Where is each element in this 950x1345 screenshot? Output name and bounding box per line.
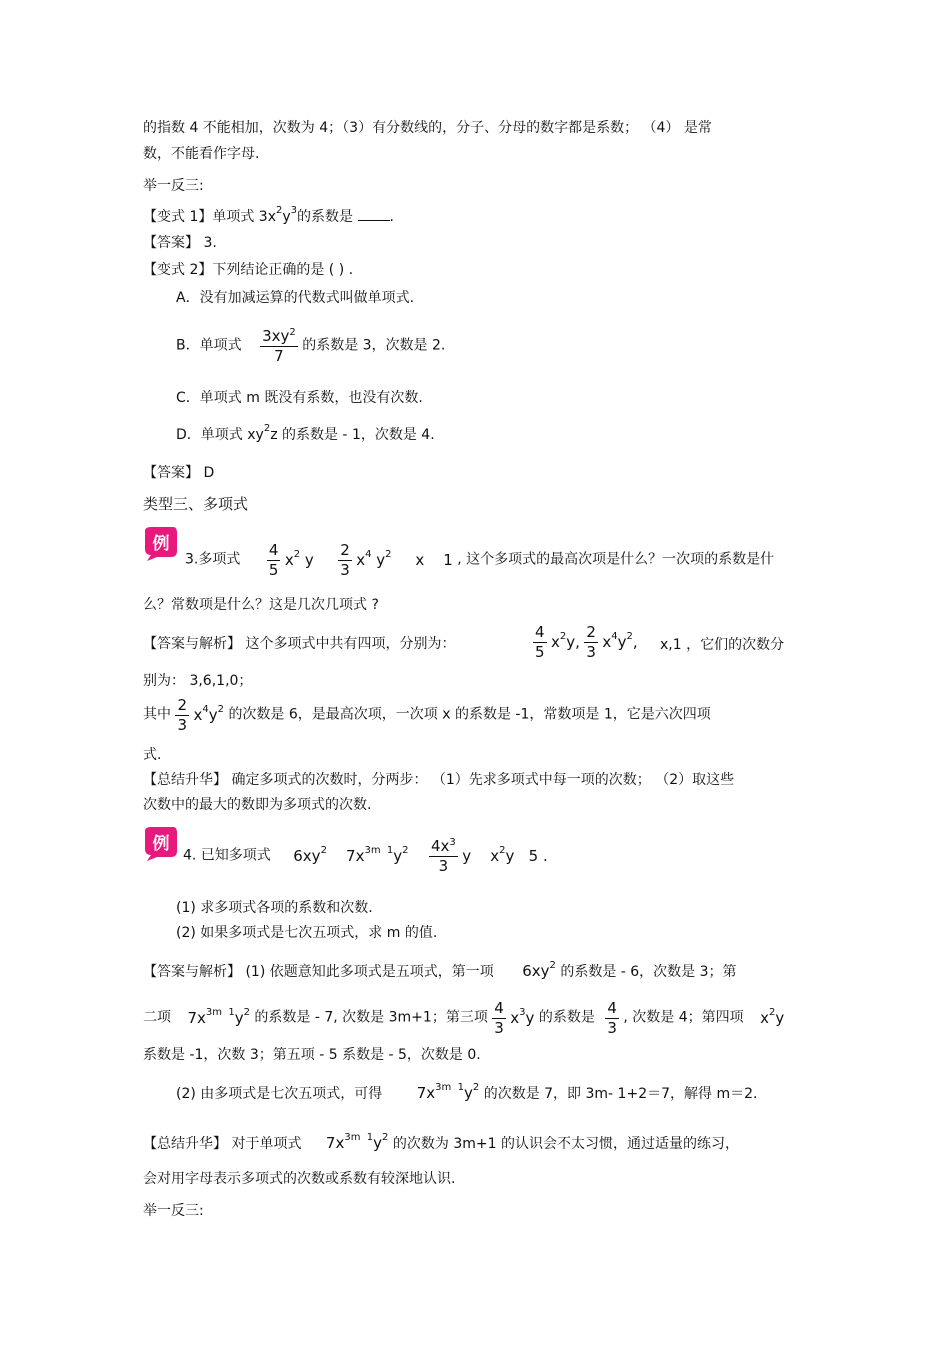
- option-a: A．没有加减运算的代数式叫做单项式.: [176, 290, 415, 306]
- section-heading: 类型三、多项式: [143, 495, 249, 513]
- summary: 【总结升华】 确定多项式的次数时，分两步： （1）先求多项式中每一项的次数； （2）取这些: [143, 772, 735, 788]
- text: , 次数是 4；第四项: [623, 1009, 744, 1026]
- fraction: $\frac{4x^3}{3}$: [431, 837, 456, 875]
- fraction: $\frac{4}{3}$: [607, 999, 617, 1037]
- text: 二项: [143, 1009, 171, 1026]
- text: 的系数是 - 7, 次数是 3m+1；第三项: [254, 1009, 488, 1026]
- text: , 这个多项式的最高次项是什么？一次项的系数是什: [457, 551, 775, 568]
- text: 的系数是: [538, 1009, 595, 1026]
- text: 的系数是: [297, 209, 354, 225]
- text: 【总结升华】 对于单项式: [143, 1136, 302, 1152]
- summary: 次数中的最大的数即为多项式的次数.: [143, 797, 372, 813]
- text: 4. 已知多项式: [183, 847, 271, 864]
- text: 的次数为 3m+1 的认识会不太习惯，通过适量的练习，: [392, 1136, 739, 1152]
- fraction: $\frac{2}{3}$: [340, 541, 350, 579]
- variant-2: 【变式 2】下列结论正确的是 ( ) .: [143, 262, 354, 278]
- question-2: (2) 如果多项式是七次五项式，求 m 的值.: [176, 925, 438, 941]
- text: x,1 ，它们的次数分: [660, 637, 785, 653]
- example-3: 3.多项式 $\frac{4}{5}$ $x^2$ y $\frac{2}{3}$ $x^4$ $y^2$ x 1 , 这个多项式的最高次项是什么？一次项的系数是什: [185, 541, 775, 579]
- fraction: $\frac{4}{3}$: [494, 999, 504, 1037]
- option-d: [176, 423, 435, 444]
- text: y: [282, 209, 291, 225]
- summary: 【总结升华】 对于单项式 $7x^{3m 1}y^2$ 的次数为 3m+1 的认识会不太习惯，通过适量的练习，: [143, 1132, 739, 1152]
- text: 的次数是 7，即 3m- 1+2＝7，解得 m＝2.: [483, 1086, 758, 1102]
- example-4: 4. 已知多项式 $6xy^2$ $7x^{3m 1}y^2$ $\frac{4x^3}{3}$ y $x^2y$ 5 .: [183, 837, 548, 875]
- example-icon: [143, 525, 179, 561]
- answer: 【答案】 D: [143, 465, 215, 481]
- option-b: [176, 328, 445, 364]
- exponent: 3: [290, 205, 298, 216]
- answer-analysis: 【答案与解析】 这个多项式中共有四项，分别为：: [143, 636, 456, 652]
- variant-1: [143, 205, 394, 226]
- text-line: 二项 $7x^{3m 1}y^2$ 的系数是 - 7, 次数是 3m+1；第三项 $\frac{4}{3}$ $x^3y$ 的系数是 $\frac{4}{3}$ , 次数是 4；第四项 $x^2y$: [143, 999, 785, 1037]
- option-c: C．单项式 m 既没有系数，也没有次数.: [176, 390, 423, 406]
- exponent: 2: [276, 205, 283, 216]
- text-line: 举一反三:: [143, 1203, 204, 1219]
- text: 其中: [143, 706, 171, 723]
- text: 3.多项式: [185, 551, 241, 568]
- text-line: 数，不能看作字母.: [143, 146, 260, 162]
- text: z 的系数是 - 1，次数是 4.: [270, 427, 435, 443]
- text-line: 系数是 -1，次数 3；第五项 - 5 系数是 - 5，次数是 0.: [143, 1047, 481, 1063]
- text: (2) 由多项式是七次五项式，可得: [176, 1086, 383, 1102]
- exponent: 2: [263, 423, 271, 434]
- answer-blank: [358, 208, 390, 221]
- text-line: 举一反三:: [143, 178, 204, 194]
- text-line: 的指数 4 不能相加，次数为 4；（3）有分数线的，分子、分母的数字都是系数； （4） 是常: [143, 120, 712, 136]
- fraction: $\frac{2}{3}$: [586, 623, 596, 661]
- text-line: 其中 $\frac{2}{3}$ $x^4y^2$ 的次数是 6，是最高次项，一次项 x 的系数是 -1，常数项是 1，它是六次四项: [143, 696, 711, 734]
- summary: 会对用字母表示多项式的次数或系数有较深地认识.: [143, 1171, 456, 1187]
- term-list: $\frac{4}{5}$ $x^2y$, $\frac{2}{3}$ $x^4y^2$,: [535, 623, 638, 661]
- question-1: (1) 求多项式各项的系数和次数.: [176, 900, 373, 916]
- text-line: 别为： 3,6,1,0；: [143, 673, 253, 689]
- text: 的次数是 6，是最高次项，一次项 x 的系数是 -1，常数项是 1，它是六次四项: [228, 706, 711, 723]
- svg-text:例: 例: [152, 534, 170, 554]
- text: .: [389, 209, 394, 225]
- text: 的系数是 - 6，次数是 3；第: [560, 964, 737, 980]
- fraction: $\frac{3xy^2}{7}$: [262, 327, 296, 365]
- text-line: 么？常数项是什么？这是几次几项式 ?: [143, 597, 379, 613]
- answer-analysis: 【答案与解析】 (1) 依题意知此多项式是五项式，第一项 $6xy^2$ 的系数是 - 6，次数是 3；第: [143, 960, 737, 980]
- text-line: (2) 由多项式是七次五项式，可得 $7x^{3m 1}y^2$ 的次数是 7，即 3m- 1+2＝7，解得 m＝2.: [176, 1082, 758, 1102]
- text: 【变式 1】单项式 3x: [143, 209, 276, 225]
- text: B．单项式: [176, 337, 242, 354]
- fraction: $\frac{4}{5}$: [268, 541, 279, 579]
- text: 【答案与解析】 (1) 依题意知此多项式是五项式，第一项: [143, 964, 494, 980]
- text: 的系数是 3，次数是 2.: [302, 337, 446, 354]
- fraction: $\frac{2}{3}$: [177, 696, 187, 734]
- text: D．单项式 xy: [176, 427, 264, 443]
- example-icon: [143, 825, 179, 861]
- svg-text:例: 例: [152, 834, 170, 854]
- fraction: $\frac{4}{5}$: [535, 623, 545, 661]
- answer: 【答案】 3.: [143, 235, 217, 251]
- text-line: 式.: [143, 747, 162, 763]
